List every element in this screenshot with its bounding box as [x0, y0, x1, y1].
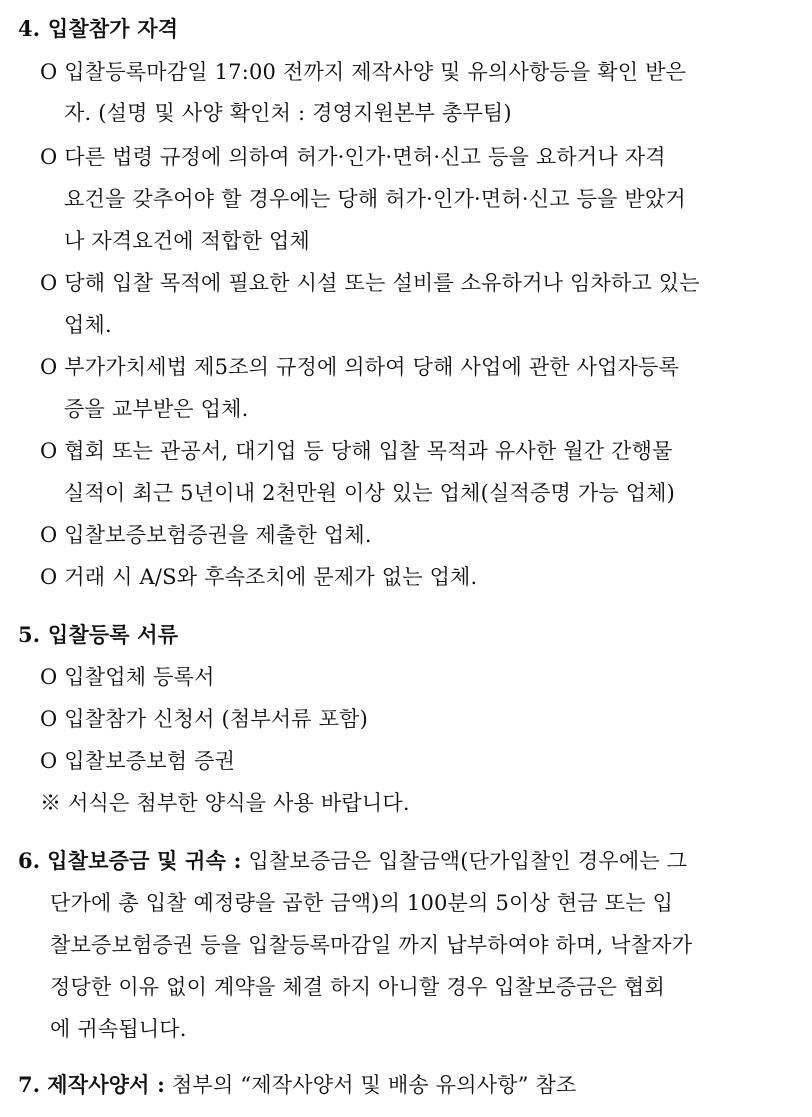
section-4-item-2-line-2: 요건을 갖추어야 할 경우에는 당해 허가·인가·면허·신고 등을 받았거: [64, 187, 686, 211]
section-4-item-3-line-1: O 당해 입찰 목적에 필요한 시설 또는 설비를 소유하거나 임차하고 있는: [40, 271, 700, 295]
section-4-item-2-line-1: O 다른 법령 규정에 의하여 허가·인가·면허·신고 등을 요하거나 자격: [40, 145, 666, 169]
section-4-item-5-line-1: O 협회 또는 관공서, 대기업 등 당해 입찰 목적과 유사한 월간 간행물: [40, 439, 673, 463]
section-6-number: 6.: [18, 848, 41, 873]
section-7-number: 7.: [18, 1072, 41, 1097]
section-4-item-7-line-1: O 거래 시 A/S와 후속조치에 문제가 없는 업체.: [40, 565, 478, 589]
section-6-line-4: 정당한 이유 없이 계약을 체결 하지 아니할 경우 입찰보증금은 협회: [50, 975, 665, 999]
section-4-title: 4. 입찰참가 자격: [18, 16, 179, 41]
section-6-first-line: [18, 846, 687, 876]
section-4-item-3-line-2: 업체.: [64, 313, 112, 337]
section-6-text-1: 입찰보증금은 입찰금액(단가입찰인 경우에는 그: [248, 849, 688, 873]
section-4-item-5-line-2: 실적이 최근 5년이내 2천만원 이상 있는 업체(실적증명 가능 업체): [64, 481, 676, 505]
section-6-line-3: 찰보증보험증권 등을 입찰등록마감일 까지 납부하여야 하며, 낙찰자가: [50, 933, 693, 957]
section-5-title: 5. 입찰등록 서류: [18, 622, 179, 647]
section-7-text: 첨부의 “제작사양서 및 배송 유의사항” 참조: [172, 1073, 577, 1097]
section-5-item-1: O 입찰업체 등록서: [40, 665, 215, 689]
section-4-item-4-line-1: O 부가가치세법 제5조의 규정에 의하여 당해 사업에 관한 사업자등록: [40, 355, 680, 379]
section-6-label: 입찰보증금 및 귀속 :: [47, 848, 242, 873]
section-6-line-5: 에 귀속됩니다.: [50, 1017, 187, 1041]
section-4-item-6-line-1: O 입찰보증보험증권을 제출한 업체.: [40, 523, 372, 547]
section-5-note: ※ 서식은 첨부한 양식을 사용 바랍니다.: [40, 791, 410, 815]
section-7-line: [18, 1070, 577, 1100]
section-4-item-1-line-1: O 입찰등록마감일 17:00 전까지 제작사양 및 유의사항등을 확인 받은: [40, 60, 687, 84]
section-4-item-2-line-3: 나 자격요건에 적합한 업체: [64, 229, 310, 253]
section-5-item-2: O 입찰참가 신청서 (첨부서류 포함): [40, 707, 369, 731]
section-6-line-2: 단가에 총 입찰 예정량을 곱한 금액)의 100분의 5이상 현금 또는 입: [50, 891, 674, 915]
section-5-item-3: O 입찰보증보험 증권: [40, 749, 236, 773]
section-4-item-4-line-2: 증을 교부받은 업체.: [64, 397, 249, 421]
section-7-label: 제작사양서 :: [47, 1072, 166, 1097]
section-4-item-1-line-2: 자. (설명 및 사양 확인처 : 경영지원본부 총무팀): [64, 101, 512, 125]
